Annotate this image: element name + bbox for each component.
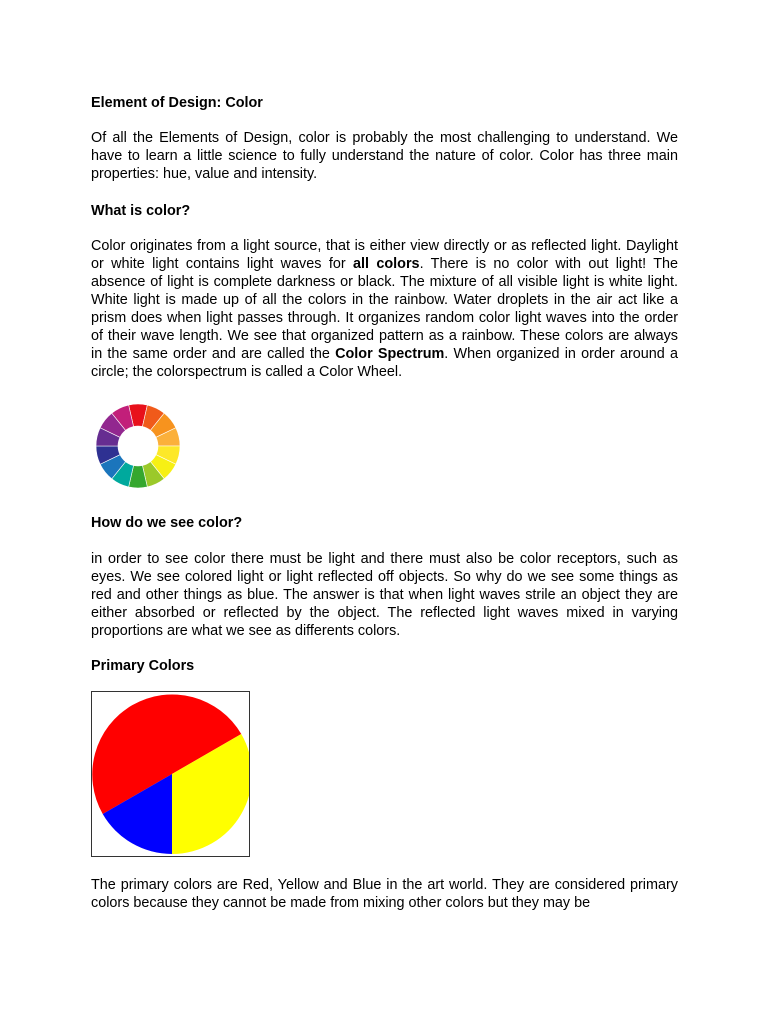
- color-spectrum-emphasis: Color Spectrum: [335, 346, 445, 362]
- primary-color-wheel: [92, 692, 249, 856]
- document-title: Element of Design: Color: [91, 95, 263, 111]
- paragraph-text: Color originates from a light source, that is either view directly or as reflected light. Daylight or white light contains light waves for: [91, 238, 678, 272]
- paragraph-text: . There is no color with out light! The absence of light is complete darkness or black. The mixture of all visible light is white light. White light is made up of all the colors in the rainbow. Water droplets in the air act like a prism does when light passes through. It organizes random color light waves into the order of their wave length. We see that organized pattern as a rainbow. These colors are always in the same order and are called the: [91, 256, 679, 362]
- primary-colors-heading: Primary Colors: [91, 658, 195, 674]
- color-wheel-image: [95, 402, 181, 490]
- intro-paragraph: Of all the Elements of Design, color is probably the most challenging to understand. We have to learn a little science to fully understand the nature of color. Color has three main properties: hue, value and intensity.: [91, 130, 678, 182]
- primary-colors-paragraph: The primary colors are Red, Yellow and Blue in the art world. They are considered primary colors because they cannot be made from mixing other colors but they may be: [91, 877, 678, 911]
- all-colors-emphasis: all colors: [353, 256, 420, 272]
- paragraph-text: . When organized in order around a circle; the colorspectrum is called a Color Wheel.: [91, 346, 678, 380]
- how-see-color-paragraph: in order to see color there must be light and there must also be color receptors, such as eyes. We see colored light or light reflected off objects. So why do we see some things as red and other things as blue. The answer is that when light waves strile an object they are either absorbed or reflected by the object. The reflected light waves mixed in varying proportions are what we see as differents colors.: [91, 551, 678, 639]
- primary-colors-image: [91, 691, 250, 857]
- what-is-color-paragraph: [91, 237, 678, 381]
- what-is-color-heading: What is color?: [91, 203, 191, 219]
- how-see-color-heading: How do we see color?: [91, 515, 243, 531]
